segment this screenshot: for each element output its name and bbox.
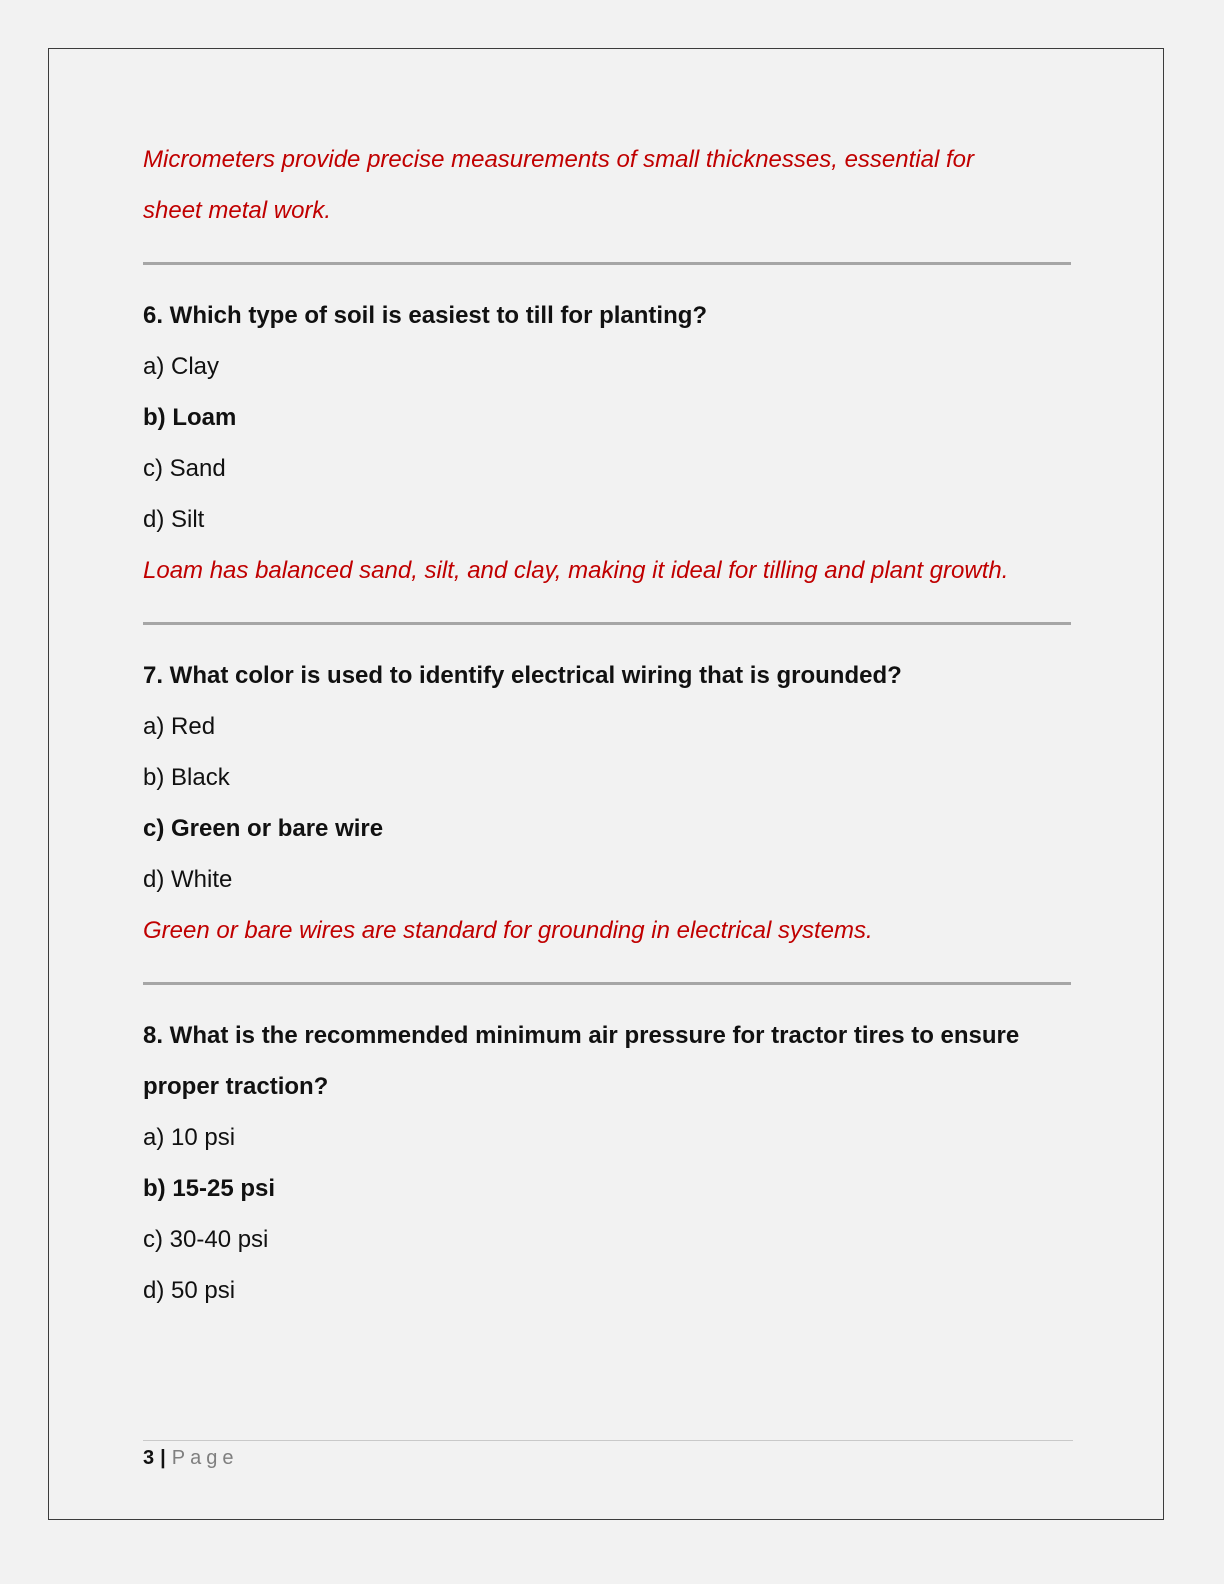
question-8-text: 8. What is the recommended minimum air pressure for tractor tires to ensure bbox=[143, 1022, 1020, 1049]
footer-separator: | bbox=[160, 1447, 166, 1469]
question-6-option-c: c) Sand bbox=[143, 455, 226, 482]
question-7-option-d: d) White bbox=[143, 866, 233, 893]
section-divider bbox=[143, 262, 1071, 265]
question-8-option-b-correct: b) 15-25 psi bbox=[143, 1175, 276, 1202]
question-8-option-c: c) 30-40 psi bbox=[143, 1226, 269, 1253]
section-divider bbox=[143, 982, 1071, 985]
explanation-text: sheet metal work. bbox=[143, 197, 332, 224]
question-7-explanation: Green or bare wires are standard for grounding in electrical systems. bbox=[143, 917, 873, 944]
page-footer bbox=[143, 1446, 238, 1470]
page-number: 3 bbox=[143, 1447, 155, 1469]
question-8-option-a: a) 10 psi bbox=[143, 1124, 236, 1151]
page-label: Page bbox=[171, 1447, 239, 1469]
question-6-text: 6. Which type of soil is easiest to till for planting? bbox=[143, 302, 708, 329]
question-6-option-d: d) Silt bbox=[143, 506, 205, 533]
section-divider bbox=[143, 622, 1071, 625]
explanation-text: Micrometers provide precise measurements of small thicknesses, essential for bbox=[143, 146, 974, 173]
question-7-option-a: a) Red bbox=[143, 713, 216, 740]
question-6-option-a: a) Clay bbox=[143, 353, 220, 380]
document-body bbox=[143, 134, 1083, 1316]
question-7-text: 7. What color is used to identify electrical wiring that is grounded? bbox=[143, 662, 902, 689]
question-6-option-b-correct: b) Loam bbox=[143, 404, 237, 431]
footer-rule bbox=[143, 1440, 1073, 1441]
question-8-option-d: d) 50 psi bbox=[143, 1277, 236, 1304]
question-8-text-continued: proper traction? bbox=[143, 1073, 329, 1100]
question-6-explanation: Loam has balanced sand, silt, and clay, making it ideal for tilling and plant growth. bbox=[143, 557, 1009, 584]
question-7-option-c-correct: c) Green or bare wire bbox=[143, 815, 384, 842]
question-7-option-b: b) Black bbox=[143, 764, 230, 791]
